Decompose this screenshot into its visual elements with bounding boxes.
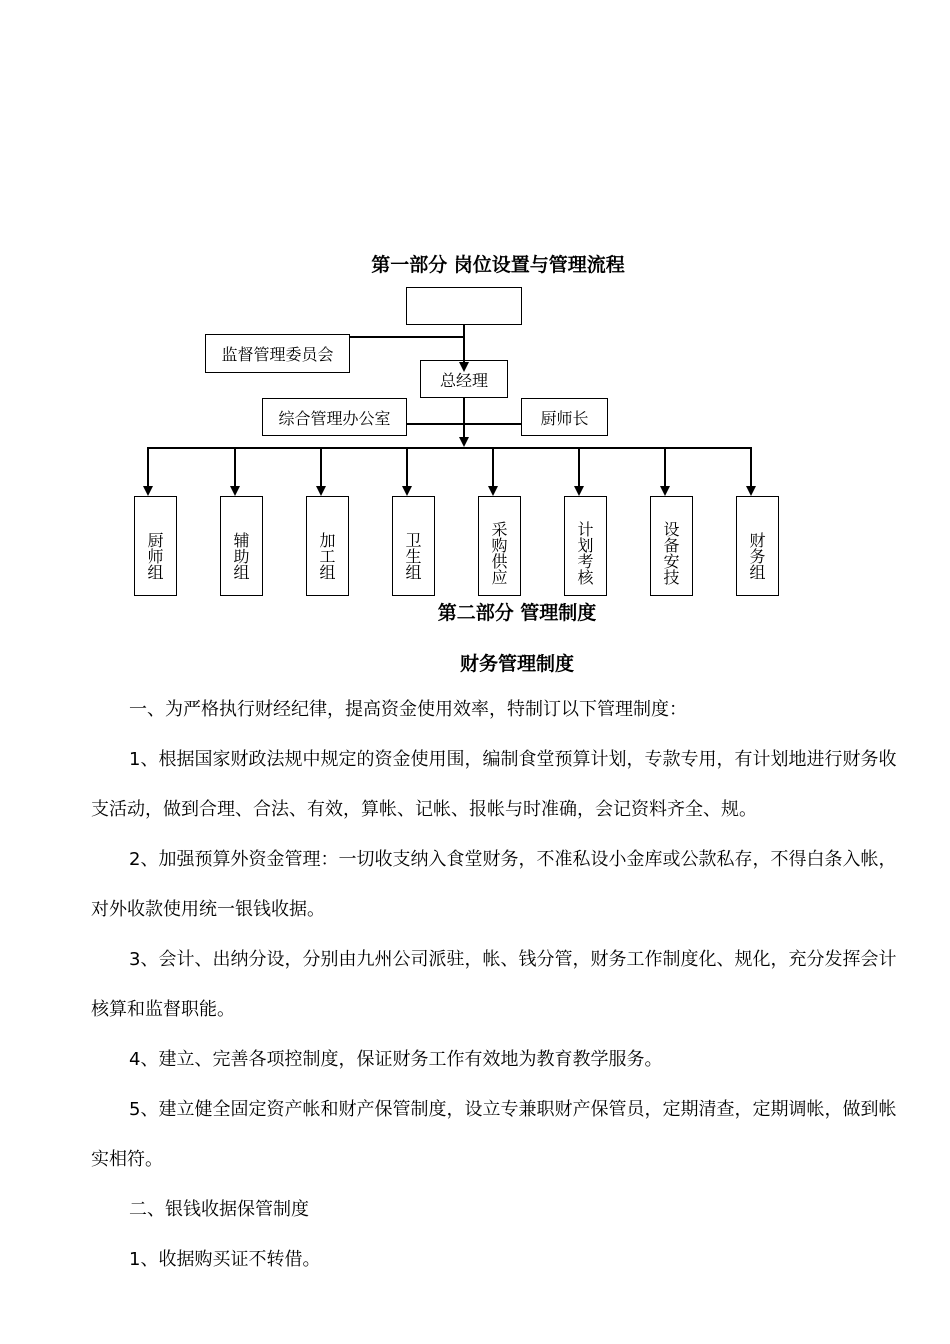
org-supervision-box: 监督管理委员会	[205, 334, 350, 373]
drop-8	[750, 447, 752, 487]
drop-arrow-3	[316, 486, 326, 496]
arrow-to-bus	[459, 437, 469, 447]
group-chef: 厨师组	[134, 496, 177, 596]
paragraph-intro: 一、为严格执行财经纪律，提高资金使用效率，特制订以下管理制度：	[129, 699, 687, 720]
paragraph-1: 1、根据国家财政法规中规定的资金使用围，编制食堂预算计划，专款专用，有计划地进行财务收支活动，做到合理、合法、有效，算帐、记帐、报帐与时准确，会记资料齐全、规。	[91, 749, 897, 820]
paragraph-3: 3、会计、出纳分设，分别由九州公司派驻，帐、钱分管，财务工作制度化、规化，充分发挥会计核算和监督职能。	[91, 949, 897, 1020]
connector-gm-down	[463, 398, 465, 438]
drop-7	[664, 447, 666, 487]
group-hygiene: 卫生组	[392, 496, 435, 596]
group-procurement: 采购供应	[478, 496, 521, 596]
paragraph-2: 2、加强预算外资金管理：一切收支纳入食堂财务，不准私设小金库或公款私存，不得白条入帐，对外收款使用统一银钱收据。	[91, 849, 897, 920]
org-general-manager-box: 总经理	[420, 360, 508, 398]
drop-arrow-7	[660, 486, 670, 496]
paragraph-section-2: 二、银钱收据保管制度	[129, 1199, 309, 1220]
org-chef-box: 厨师长	[521, 398, 608, 436]
part1-title: 第一部分 岗位设置与管理流程	[371, 254, 625, 276]
group-assistant: 辅助组	[220, 496, 263, 596]
drop-1	[147, 447, 149, 487]
connector-supervision	[350, 336, 464, 338]
drop-arrow-6	[574, 486, 584, 496]
drop-arrow-1	[143, 486, 153, 496]
connector-top-to-gm	[463, 325, 465, 362]
drop-arrow-8	[746, 486, 756, 496]
drop-5	[492, 447, 494, 487]
org-office-box: 综合管理办公室	[262, 398, 407, 436]
drop-4	[406, 447, 408, 487]
group-planning: 计划考核	[564, 496, 607, 596]
paragraph-4: 4、建立、完善各项控制度，保证财务工作有效地为教育教学服务。	[129, 1049, 663, 1070]
drop-arrow-5	[488, 486, 498, 496]
drop-3	[320, 447, 322, 487]
drop-6	[578, 447, 580, 487]
section-title: 财务管理制度	[459, 653, 574, 675]
arrow-to-gm	[459, 362, 469, 372]
connector-bus	[147, 447, 752, 449]
part2-title: 第二部分 管理制度	[437, 602, 597, 624]
connector-office	[407, 423, 521, 425]
group-finance: 财务组	[736, 496, 779, 596]
drop-2	[234, 447, 236, 487]
paragraph-5: 5、建立健全固定资产帐和财产保管制度，设立专兼职财产保管员，定期清查，定期调帐，做到帐实相符。	[91, 1099, 897, 1170]
drop-arrow-4	[402, 486, 412, 496]
paragraph-receipt-1: 1、收据购买证不转借。	[129, 1249, 321, 1270]
group-equipment: 设备安技	[650, 496, 693, 596]
drop-arrow-2	[230, 486, 240, 496]
group-processing: 加工组	[306, 496, 349, 596]
org-top-box	[406, 287, 522, 325]
